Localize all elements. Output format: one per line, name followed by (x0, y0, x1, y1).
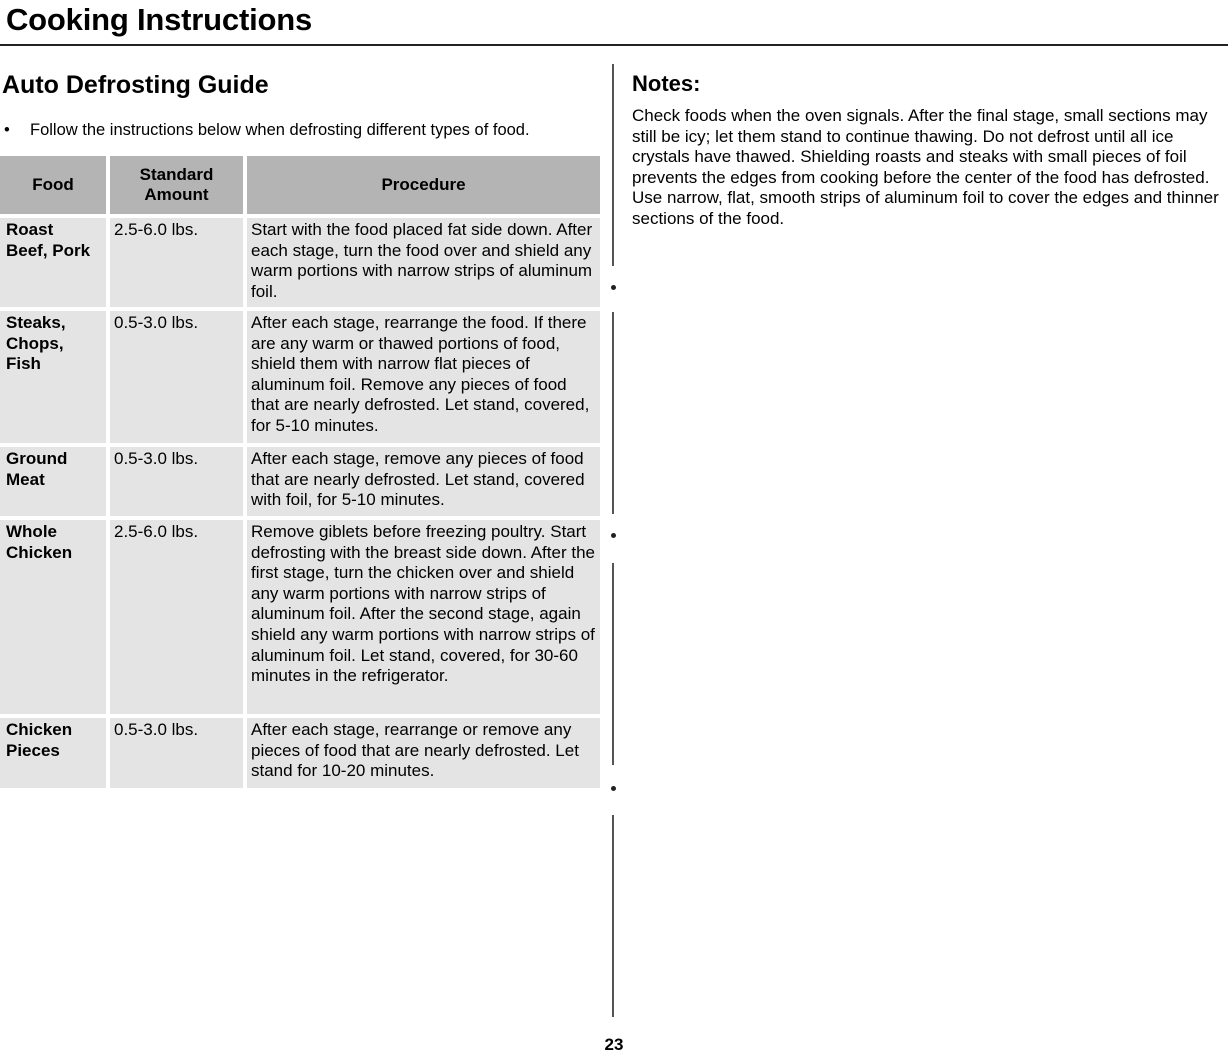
table-row (0, 520, 600, 718)
column-header-food: Food (0, 156, 110, 218)
amount-cell: 0.5-3.0 lbs. (110, 447, 247, 520)
procedure-cell: Remove giblets before freezing poultry. Start defrosting with the breast side down. After the first stage, turn the chicken over and shield any warm portions with narrow strips of aluminum foil. After the second stage, again shield any warm portions with narrow strips of aluminum foil. Let stand, covered, for 30-60 minutes in the refrigerator. (247, 520, 600, 718)
amount-cell: 0.5-3.0 lbs. (110, 311, 247, 447)
defrost-table (0, 156, 600, 792)
column-divider (612, 64, 614, 266)
notes-title: Notes: (632, 71, 701, 96)
bullet-icon: • (4, 121, 10, 139)
food-cell: Steaks, Chops, Fish (0, 311, 110, 447)
amount-cell: 2.5-6.0 lbs. (110, 218, 247, 311)
table-row (0, 447, 600, 520)
page-header (0, 0, 1228, 46)
table-row (0, 218, 600, 311)
divider-dot (611, 533, 616, 538)
food-cell: Roast Beef, Pork (0, 218, 110, 311)
page-title: Cooking Instructions (6, 2, 313, 37)
procedure-cell: After each stage, rearrange or remove any pieces of food that are nearly defrosted. Let stand for 10-20 minutes. (247, 718, 600, 792)
table-row (0, 718, 600, 792)
procedure-cell: After each stage, remove any pieces of food that are nearly defrosted. Let stand, covered with foil, for 5-10 minutes. (247, 447, 600, 520)
table-row (0, 311, 600, 447)
amount-cell: 2.5-6.0 lbs. (110, 520, 247, 718)
divider-dot (611, 786, 616, 791)
section-title: Auto Defrosting Guide (2, 71, 269, 99)
notes-body: Check foods when the oven signals. After the final stage, small sections may still be icy; let them stand to continue thawing. Do not defrost until all ice crystals have thawed. Shielding roasts and steaks with small pieces of foil prevents the edges from cooking before the center of the food has defrosted. Use narrow, flat, smooth strips of aluminum foil to cover the edges and thinner sections of the food. (632, 106, 1219, 228)
column-divider (612, 312, 614, 514)
food-cell: Chicken Pieces (0, 718, 110, 792)
food-cell: Whole Chicken (0, 520, 110, 718)
page-number: 23 (604, 1035, 624, 1054)
column-divider (612, 815, 614, 1017)
notes-section (632, 70, 1228, 230)
table-header-row (0, 156, 600, 218)
amount-cell: 0.5-3.0 lbs. (110, 718, 247, 792)
food-cell: Ground Meat (0, 447, 110, 520)
column-divider (612, 563, 614, 765)
instruction-bullet (4, 120, 600, 140)
bullet-text: Follow the instructions below when defrosting different types of food. (30, 121, 530, 139)
procedure-cell: After each stage, rearrange the food. If there are any warm or thawed portions of food, shield them with narrow flat pieces of aluminum foil. Remove any pieces of food that are nearly defrosted. Let stand, covered, for 5-10 minutes. (247, 311, 600, 447)
procedure-cell: Start with the food placed fat side down. After each stage, turn the food over and shield any warm portions with narrow strips of aluminum foil. (247, 218, 600, 311)
column-header-amount: Standard Amount (110, 156, 247, 218)
column-header-procedure: Procedure (247, 156, 600, 218)
divider-dot (611, 285, 616, 290)
